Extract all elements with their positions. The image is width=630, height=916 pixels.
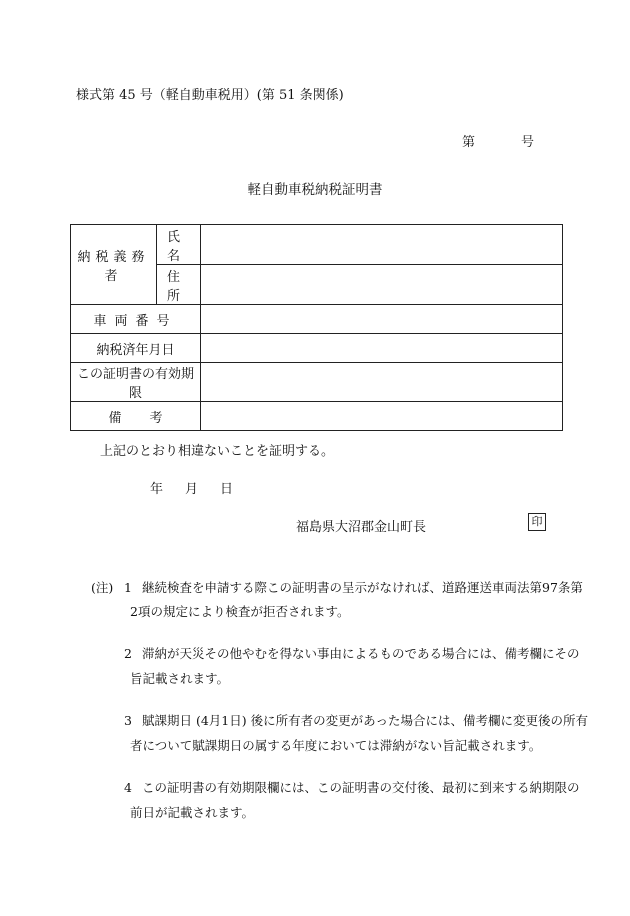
note-text: 賦課期日 (4月1日) 後に所有者の変更があった場合には、備考欄に変更後の所有 xyxy=(142,713,588,728)
note-text: 滞納が天災その他やむを得ない事由によるものである場合には、備考欄にその xyxy=(142,646,580,661)
address-label: 住所 xyxy=(157,265,201,305)
note-continuation: 者について賦課期日の属する年度においては滞納がない旨記載されます。 xyxy=(130,738,542,753)
remarks-label-2: 考 xyxy=(149,410,163,426)
document-title: 軽自動車税納税証明書 xyxy=(247,182,383,198)
note-text: この証明書の有効期限欄には、この証明書の交付後、最初に到来する納期限の xyxy=(142,780,580,795)
validity-value-cell xyxy=(201,363,563,402)
date-day: 日 xyxy=(220,482,234,497)
note-number: 4 xyxy=(124,780,132,795)
issuer-name: 福島県大沼郡金山町長 xyxy=(296,520,427,535)
note-continuation: 旨記載されます。 xyxy=(130,671,230,686)
date-year: 年 xyxy=(150,482,164,497)
certificate-number-line xyxy=(462,131,534,150)
note-text: 継続検査を申請する際この証明書の呈示がなければ、道路運送車両法第97条第 xyxy=(142,580,583,595)
note-item xyxy=(124,644,580,662)
note-item xyxy=(124,578,583,596)
certification-statement: 上記のとおり相違ないことを証明する。 xyxy=(100,444,335,459)
form-number-header: 様式第 45 号（軽自動車税用）(第 51 条関係) xyxy=(76,88,344,103)
note-continuation: 2項の規定により検査が拒否されます。 xyxy=(130,604,350,619)
number-suffix: 号 xyxy=(521,135,535,150)
note-continuation: 前日が記載されます。 xyxy=(130,805,255,820)
vehicle-number-label: 車両番号 xyxy=(71,305,201,334)
note-item xyxy=(124,778,580,796)
remarks-value-cell xyxy=(201,402,563,431)
seal-box: 印 xyxy=(528,513,546,531)
note-item xyxy=(124,711,588,729)
notes-prefix: (注) xyxy=(91,580,114,595)
date-month: 月 xyxy=(185,482,199,497)
date-line xyxy=(150,478,233,497)
payment-date-value-cell xyxy=(201,334,563,363)
address-value-cell xyxy=(201,265,563,305)
note-number: 1 xyxy=(124,580,132,595)
vehicle-number-value-cell xyxy=(201,305,563,334)
number-prefix: 第 xyxy=(462,135,476,150)
note-number: 2 xyxy=(124,646,132,661)
validity-label: この証明書の有効期限 xyxy=(71,363,201,402)
name-value-cell xyxy=(201,225,563,265)
remarks-label-1: 備 xyxy=(108,410,122,426)
note-number: 3 xyxy=(124,713,132,728)
payment-date-label: 納税済年月日 xyxy=(71,334,201,363)
name-label: 氏名 xyxy=(157,225,201,265)
taxpayer-label: 納税義務者 xyxy=(71,225,157,305)
remarks-label xyxy=(71,402,201,431)
certificate-table xyxy=(70,224,563,431)
